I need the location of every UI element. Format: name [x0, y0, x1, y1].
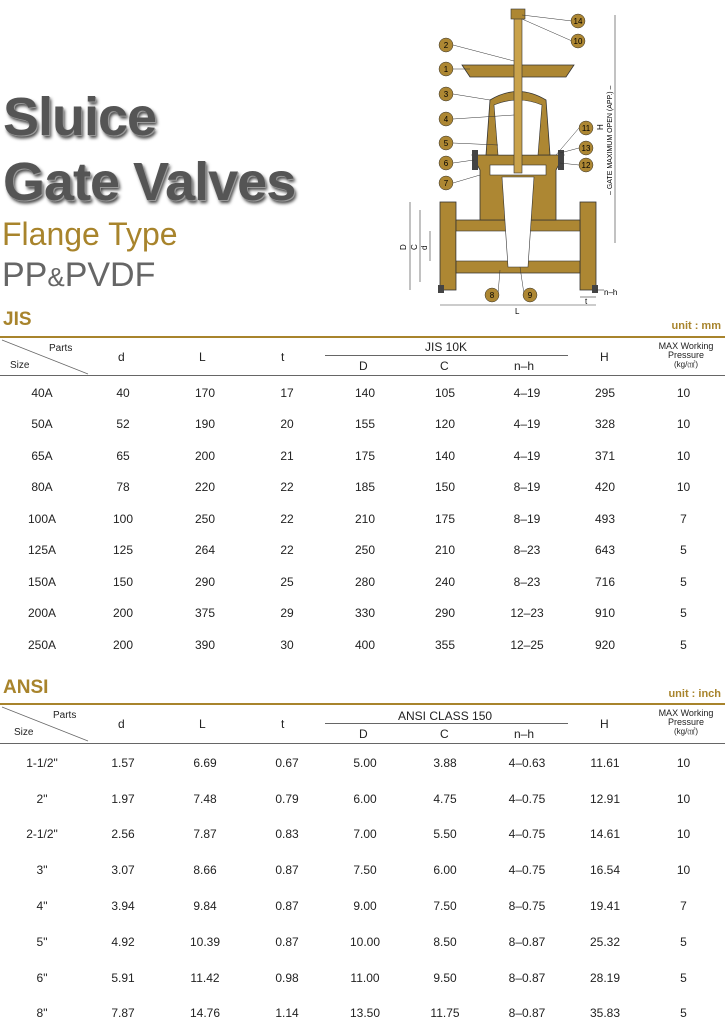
table-cell: 290 — [194, 574, 216, 589]
table-cell: 200 — [112, 606, 134, 621]
table-cell: 4–19 — [513, 385, 541, 400]
table-cell: 420 — [594, 480, 616, 495]
table-cell: 200A — [27, 606, 57, 621]
svg-text:2: 2 — [443, 41, 449, 50]
jis-header-rule — [0, 375, 725, 376]
table-cell: 13.50 — [349, 1006, 381, 1021]
table-cell: 240 — [434, 574, 456, 589]
dim-gate-label: – GATE MAXIMUM OPEN (APP.) – — [607, 85, 614, 195]
callout-8 — [485, 270, 500, 302]
jis-header-max-1: MAX Working — [658, 341, 714, 351]
jis-header-t: t — [281, 350, 285, 364]
dim-c-label: C — [410, 244, 419, 250]
table-cell: 5 — [680, 1006, 687, 1021]
table-cell: 14.61 — [589, 827, 621, 842]
jis-header-size: Size — [10, 360, 30, 371]
table-cell: 140 — [434, 448, 456, 463]
table-cell: 22 — [280, 511, 294, 526]
table-cell: 150 — [434, 480, 456, 495]
callout-2 — [439, 38, 514, 61]
jis-header-H: H — [600, 350, 609, 364]
table-cell: 40 — [116, 385, 130, 400]
table-cell: 6" — [36, 970, 48, 985]
ansi-header-group: ANSI CLASS 150 — [398, 709, 493, 723]
table-cell: 8–0.87 — [508, 1006, 546, 1021]
table-cell: 7.50 — [353, 863, 377, 878]
table-cell: 14.76 — [189, 1006, 221, 1021]
table-cell: 10 — [676, 417, 691, 432]
table-cell: 175 — [354, 448, 376, 463]
svg-text:13: 13 — [581, 144, 591, 153]
table-cell: 170 — [194, 385, 216, 400]
table-cell: 7.87 — [193, 827, 217, 842]
table-cell: 20 — [280, 417, 294, 432]
table-cell: 22 — [280, 480, 294, 495]
table-cell: 65A — [31, 448, 53, 463]
table-cell: 330 — [354, 606, 376, 621]
table-cell: 7 — [680, 899, 687, 914]
callout-13 — [560, 141, 593, 155]
table-cell: 0.83 — [275, 827, 299, 842]
svg-text:14: 14 — [573, 17, 583, 26]
ansi-header-t: t — [281, 717, 285, 731]
valve-drawing — [390, 5, 630, 315]
table-cell: 5.00 — [353, 755, 377, 770]
table-cell: 250 — [194, 511, 216, 526]
ansi-header-parts: Parts — [53, 710, 77, 721]
table-cell: 371 — [594, 448, 616, 463]
table-cell: 35.83 — [589, 1006, 621, 1021]
table-cell: 295 — [594, 385, 616, 400]
table-cell: 280 — [354, 574, 376, 589]
table-cell: 200 — [112, 637, 134, 652]
table-cell: 290 — [434, 606, 456, 621]
ansi-header-max-3: (kg/㎠) — [674, 727, 698, 736]
jis-section-title: JIS — [3, 309, 32, 330]
table-cell: 8–19 — [513, 511, 541, 526]
table-cell: 7.87 — [111, 1006, 135, 1021]
table-cell: 52 — [116, 417, 130, 432]
table-cell: 5 — [680, 574, 687, 589]
ansi-unit: unit : inch — [668, 688, 721, 700]
table-cell: 250A — [27, 637, 57, 652]
table-cell: 7.48 — [193, 791, 217, 806]
table-cell: 10 — [676, 755, 691, 770]
ansi-header-max-1: MAX Working — [658, 708, 714, 718]
table-cell: 220 — [194, 480, 216, 495]
table-cell: 80A — [31, 480, 53, 495]
table-row — [0, 852, 725, 888]
table-cell: 0.79 — [275, 791, 299, 806]
table-cell: 9.50 — [433, 970, 457, 985]
table-row — [0, 377, 725, 409]
table-cell: 355 — [434, 637, 456, 652]
table-cell: 40A — [31, 385, 53, 400]
table-cell: 4–19 — [513, 417, 541, 432]
ansi-header-l: L — [199, 717, 206, 731]
ansi-table — [0, 745, 725, 1031]
table-cell: 10 — [676, 863, 691, 878]
table-cell: 0.67 — [275, 755, 299, 770]
table-cell: 7 — [680, 511, 687, 526]
svg-text:11: 11 — [581, 124, 591, 133]
svg-text:3: 3 — [443, 90, 449, 99]
table-row — [0, 503, 725, 535]
jis-header-d: d — [118, 350, 125, 364]
jis-header-max — [652, 342, 720, 369]
table-cell: 0.87 — [275, 899, 299, 914]
table-cell: 30 — [280, 637, 294, 652]
table-cell: 3.07 — [111, 863, 135, 878]
table-cell: 328 — [594, 417, 616, 432]
table-cell: 10 — [676, 827, 691, 842]
ansi-header-max — [652, 709, 720, 736]
table-cell: 6.00 — [433, 863, 457, 878]
table-cell: 10 — [676, 791, 691, 806]
table-cell: 3.94 — [111, 899, 135, 914]
jis-header-D: D — [359, 359, 368, 373]
table-cell: 4–0.75 — [508, 791, 546, 806]
table-cell: 175 — [434, 511, 456, 526]
table-cell: 4–0.63 — [508, 755, 546, 770]
table-cell: 8.50 — [433, 934, 457, 949]
table-cell: 11.42 — [190, 970, 220, 985]
table-cell: 10 — [676, 385, 691, 400]
ansi-section-title: ANSI — [3, 677, 49, 698]
table-cell: 11.00 — [350, 970, 380, 985]
table-cell: 8–23 — [513, 543, 541, 558]
ansi-header-H: H — [600, 717, 609, 731]
table-row — [0, 409, 725, 441]
table-cell: 6.00 — [353, 791, 377, 806]
table-row — [0, 745, 725, 781]
dim-l-label: L — [515, 307, 520, 315]
jis-header-max-2: Pressure — [667, 350, 704, 360]
table-cell: 5.91 — [111, 970, 135, 985]
table-cell: 29 — [280, 606, 294, 621]
ansi-header-nh: n–h — [514, 727, 535, 741]
material-b: PVDF — [64, 256, 156, 294]
material-a: PP — [2, 256, 48, 294]
table-cell: 65 — [116, 448, 130, 463]
table-cell: 4–0.75 — [508, 827, 546, 842]
table-cell: 10.00 — [349, 934, 381, 949]
ansi-group-rule — [325, 723, 568, 724]
table-cell: 210 — [434, 543, 456, 558]
callout-3 — [439, 87, 490, 101]
table-cell: 19.41 — [589, 899, 621, 914]
table-cell: 1.97 — [111, 791, 135, 806]
table-row — [0, 781, 725, 817]
table-cell: 0.87 — [275, 934, 299, 949]
table-cell: 200 — [194, 448, 216, 463]
jis-group-rule — [325, 355, 568, 356]
table-row — [0, 817, 725, 853]
table-cell: 12–25 — [510, 637, 544, 652]
table-cell: 920 — [594, 637, 616, 652]
table-row — [0, 440, 725, 472]
title-line-1: Sluice — [3, 87, 157, 147]
table-cell: 5.50 — [433, 827, 457, 842]
jis-header-parts: Parts — [49, 343, 73, 354]
table-row — [0, 629, 725, 661]
material-label — [2, 256, 155, 295]
ansi-header-rule — [0, 743, 725, 744]
table-cell: 120 — [434, 417, 456, 432]
table-cell: 8–0.87 — [508, 970, 546, 985]
table-cell: 5 — [680, 606, 687, 621]
ansi-header-d: d — [118, 717, 125, 731]
table-cell: 4–19 — [513, 448, 541, 463]
jis-header-nh: n–h — [514, 359, 535, 373]
callout-6 — [439, 156, 474, 170]
table-cell: 5 — [680, 934, 687, 949]
table-cell: 493 — [594, 511, 616, 526]
jis-header-max-3: (kg/㎠) — [674, 360, 698, 369]
table-cell: 140 — [354, 385, 376, 400]
table-cell: 10 — [676, 448, 691, 463]
dim-d-inner-label: d — [420, 245, 429, 250]
svg-text:9: 9 — [527, 291, 533, 300]
table-cell: 250 — [354, 543, 376, 558]
table-cell: 150 — [112, 574, 134, 589]
table-cell: 264 — [194, 543, 216, 558]
ansi-header-max-2: Pressure — [667, 717, 704, 727]
table-row — [0, 598, 725, 630]
callout-14 — [522, 14, 585, 28]
table-cell: 150A — [27, 574, 57, 589]
ansi-header-size: Size — [14, 727, 34, 738]
table-cell: 0.98 — [275, 970, 299, 985]
dim-t-label: t — [585, 297, 588, 306]
table-row — [0, 535, 725, 567]
table-cell: 2-1/2" — [26, 827, 58, 842]
ansi-header-C: C — [440, 727, 449, 741]
table-cell: 4" — [36, 899, 48, 914]
table-cell: 10 — [676, 480, 691, 495]
table-cell: 12–23 — [510, 606, 544, 621]
dim-h-label: H — [596, 124, 605, 130]
jis-header-l: L — [199, 350, 206, 364]
table-cell: 0.87 — [275, 863, 299, 878]
svg-text:8: 8 — [489, 291, 495, 300]
svg-text:4: 4 — [443, 115, 449, 124]
table-cell: 8.66 — [193, 863, 217, 878]
table-cell: 910 — [594, 606, 616, 621]
svg-text:5: 5 — [443, 139, 449, 148]
table-cell: 5 — [680, 970, 687, 985]
table-cell: 3" — [36, 863, 48, 878]
title-line-2: Gate Valves — [3, 152, 296, 212]
table-cell: 125 — [112, 543, 134, 558]
dim-d-outer-label: D — [399, 244, 408, 250]
svg-text:1: 1 — [443, 65, 449, 74]
table-cell: 190 — [194, 417, 216, 432]
subtitle: Flange Type — [2, 216, 178, 252]
table-cell: 5" — [36, 934, 48, 949]
table-cell: 4.92 — [111, 934, 135, 949]
table-cell: 155 — [354, 417, 376, 432]
table-row — [0, 960, 725, 996]
table-cell: 4–0.75 — [508, 863, 546, 878]
table-cell: 8–23 — [513, 574, 541, 589]
callout-1 — [439, 62, 470, 76]
dim-nh-label: n–h — [604, 288, 618, 297]
callout-12 — [560, 158, 593, 172]
callout-7 — [439, 175, 480, 190]
table-cell: 100 — [112, 511, 134, 526]
table-cell: 11.75 — [430, 1006, 460, 1021]
table-cell: 390 — [194, 637, 216, 652]
table-cell: 17 — [280, 385, 294, 400]
svg-text:7: 7 — [443, 179, 449, 188]
table-cell: 25.32 — [589, 934, 621, 949]
table-cell: 16.54 — [589, 863, 621, 878]
table-row — [0, 888, 725, 924]
table-cell: 8–19 — [513, 480, 541, 495]
table-row — [0, 472, 725, 504]
table-cell: 12.91 — [589, 791, 621, 806]
table-cell: 10.39 — [189, 934, 221, 949]
table-cell: 125A — [27, 543, 57, 558]
table-cell: 3.88 — [433, 755, 457, 770]
jis-header-group: JIS 10K — [425, 340, 468, 354]
material-amp: & — [47, 262, 65, 292]
table-cell: 7.00 — [353, 827, 377, 842]
table-cell: 8–0.87 — [508, 934, 546, 949]
table-cell: 643 — [594, 543, 616, 558]
table-cell: 4.75 — [433, 791, 457, 806]
table-cell: 2.56 — [111, 827, 135, 842]
jis-unit: unit : mm — [671, 320, 721, 332]
table-cell: 210 — [354, 511, 376, 526]
table-cell: 1-1/2" — [26, 755, 58, 770]
table-cell: 2" — [36, 791, 48, 806]
table-cell: 21 — [280, 448, 294, 463]
table-cell: 22 — [280, 543, 294, 558]
ansi-header-D: D — [359, 727, 368, 741]
svg-text:10: 10 — [573, 37, 583, 46]
table-cell: 8–0.75 — [508, 899, 546, 914]
table-cell: 1.57 — [111, 755, 135, 770]
svg-text:12: 12 — [581, 161, 591, 170]
jis-table — [0, 377, 725, 661]
table-cell: 78 — [116, 480, 130, 495]
table-cell: 25 — [280, 574, 294, 589]
table-cell: 400 — [354, 637, 376, 652]
table-cell: 375 — [194, 606, 216, 621]
table-cell: 7.50 — [433, 899, 457, 914]
table-cell: 716 — [594, 574, 616, 589]
table-row — [0, 924, 725, 960]
table-cell: 11.61 — [590, 755, 620, 770]
table-cell: 5 — [680, 637, 687, 652]
table-cell: 28.19 — [589, 970, 621, 985]
table-cell: 8" — [36, 1006, 48, 1021]
table-row — [0, 566, 725, 598]
jis-header-C: C — [440, 359, 449, 373]
table-cell: 9.84 — [193, 899, 217, 914]
table-cell: 105 — [434, 385, 456, 400]
table-cell: 1.14 — [275, 1006, 299, 1021]
table-cell: 185 — [354, 480, 376, 495]
table-cell: 6.69 — [193, 755, 217, 770]
table-cell: 100A — [27, 511, 57, 526]
table-row — [0, 996, 725, 1031]
table-cell: 5 — [680, 543, 687, 558]
table-cell: 9.00 — [353, 899, 377, 914]
svg-text:6: 6 — [443, 159, 449, 168]
table-cell: 50A — [31, 417, 53, 432]
